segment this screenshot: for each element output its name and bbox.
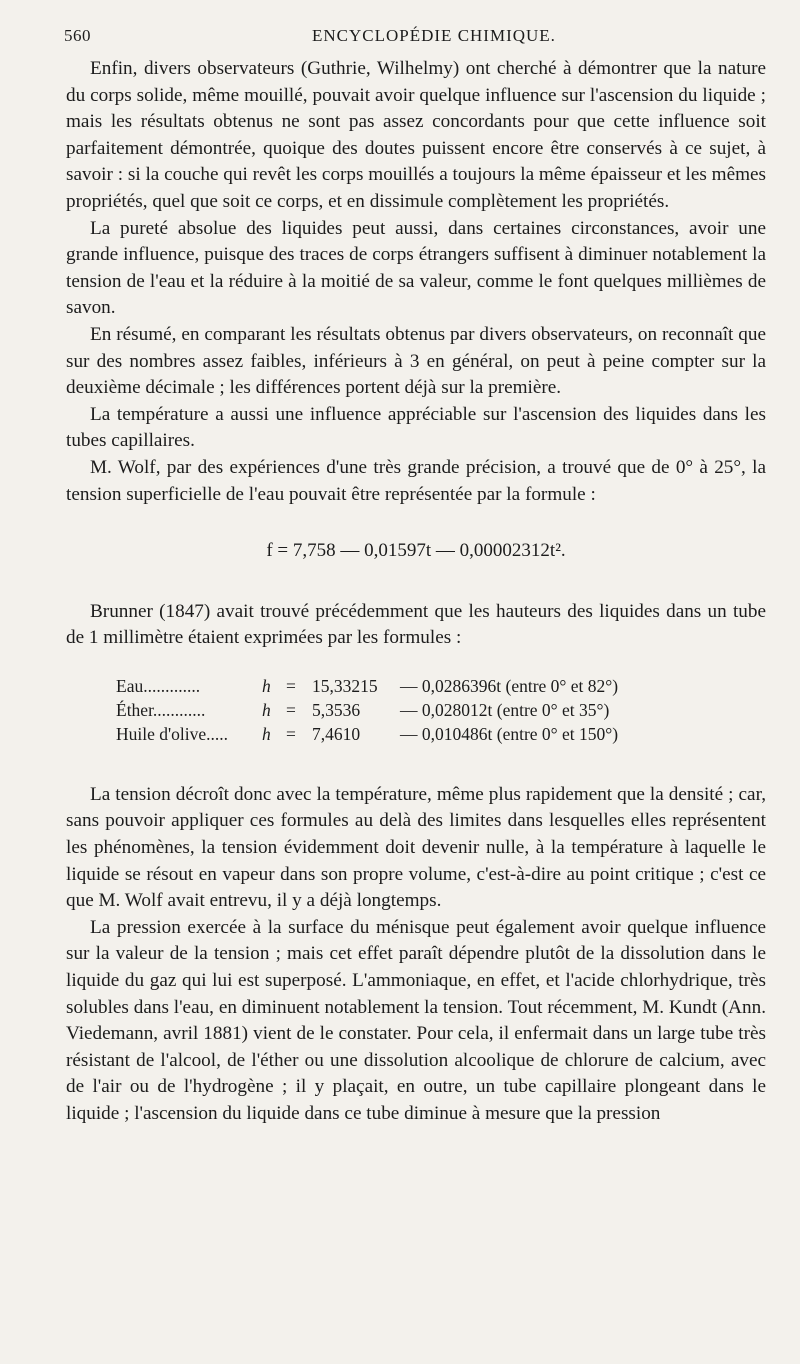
- paragraph: La tension décroît donc avec la température, même plus rapidement que la densité ; car, sans pouvoir appliquer ces formules au delà des limites dans lesquelles elles représentent les phénomènes, la tension évidemment doit devenir nulle, à la température à laquelle le liquide se résout en vapeur dans son propre volume, c'est-à-dire au point critique ; c'est ce que M. Wolf avait entrevu, il y a déjà longtemps.: [66, 783, 766, 912]
- paragraph: En résumé, en comparant les résultats obtenus par divers observateurs, on reconnaît que sur des nombres assez faibles, inférieurs à 3 en général, on peut à peine compter sur la deuxième décimale ; les différences portent déjà sur la première.: [66, 323, 766, 399]
- brunner-formulas-table: [116, 674, 624, 746]
- formula-expression: — 0,010486t (entre 0° et 150°): [400, 723, 619, 744]
- body-text: [66, 56, 766, 1128]
- formula-equals: =: [286, 675, 296, 696]
- formula-variable: h: [262, 699, 271, 720]
- table-row: [116, 698, 624, 722]
- paragraph: Enfin, divers observateurs (Guthrie, Wilhelmy) ont cherché à démontrer que la nature du corps solide, même mouillé, pouvait avoir quelque influence sur l'ascension du liquide ; mais les résultats obtenus ne sont pas assez concordants pour que cette influence soit parfaitement démontrée, quoique des doutes puissent encore être conservés à ce sujet, à savoir : si la couche qui revêt les corps mouillés a toujours la même épaisseur et les mêmes propriétés, quel que soit ce corps, et en dissimule complètement les propriétés.: [66, 58, 766, 212]
- formula-constant: 5,3536: [312, 699, 361, 720]
- paragraph: La pression exercée à la surface du ménisque peut également avoir quelque influence sur la valeur de la tension ; mais cet effet paraît dépendre plutôt de la dissolution dans le liquide du gaz qui lui est superposé. L'ammoniaque, en effet, et l'acide chlorhydrique, très solubles dans l'eau, en diminuent notablement la tension. Tout récemment, M. Kundt (Ann. Viedemann, avril 1881) vient de le constater. Pour cela, il enfermait dans un large tube très résistant de l'alcool, de l'éther ou une dissolution alcoolique de chlorure de calcium, avec de l'air ou de l'hydrogène ; il y plaçait, en outre, un tube capillaire plongeant dans le liquide ; l'ascension du liquide dans ce tube diminue à mesure que la pression: [66, 916, 766, 1124]
- table-row: [116, 674, 624, 698]
- liquid-name: Huile d'olive.....: [116, 723, 229, 744]
- formula-constant: 7,4610: [312, 723, 361, 744]
- formula-expression: — 0,028012t (entre 0° et 35°): [400, 699, 610, 720]
- formula-equals: =: [286, 723, 296, 744]
- wolf-formula: f = 7,758 — 0,01597t — 0,00002312t².: [266, 540, 566, 562]
- table-row: [116, 722, 624, 746]
- paragraph: Brunner (1847) avait trouvé précédemment que les hauteurs des liquides dans un tube de 1 millimètre étaient exprimées par les formules :: [66, 600, 766, 649]
- paragraph: M. Wolf, par des expériences d'une très grande précision, a trouvé que de 0° à 25°, la tension superficielle de l'eau pouvait être représentée par la formule :: [66, 456, 766, 505]
- paragraph: La température a aussi une influence appréciable sur l'ascension des liquides dans les tubes capillaires.: [66, 403, 766, 452]
- formula-variable: h: [262, 723, 271, 744]
- formula-constant: 15,33215: [312, 675, 378, 696]
- running-title: ENCYCLOPÉDIE CHIMIQUE.: [312, 26, 556, 45]
- formula-variable: h: [262, 675, 271, 696]
- formula-expression: — 0,0286396t (entre 0° et 82°): [400, 675, 619, 696]
- page-header: [64, 22, 764, 52]
- formula-equals: =: [286, 699, 296, 720]
- liquid-name: Éther............: [116, 699, 206, 720]
- paragraph: La pureté absolue des liquides peut aussi, dans certaines circonstances, avoir une grande influence, puisque des traces de corps étrangers suffisent à diminuer notablement la tension de l'eau et la réduire à la moitié de sa valeur, comme le font quelques millièmes de savon.: [66, 217, 766, 319]
- liquid-name: Eau.............: [116, 675, 201, 696]
- page-number: 560: [64, 26, 91, 45]
